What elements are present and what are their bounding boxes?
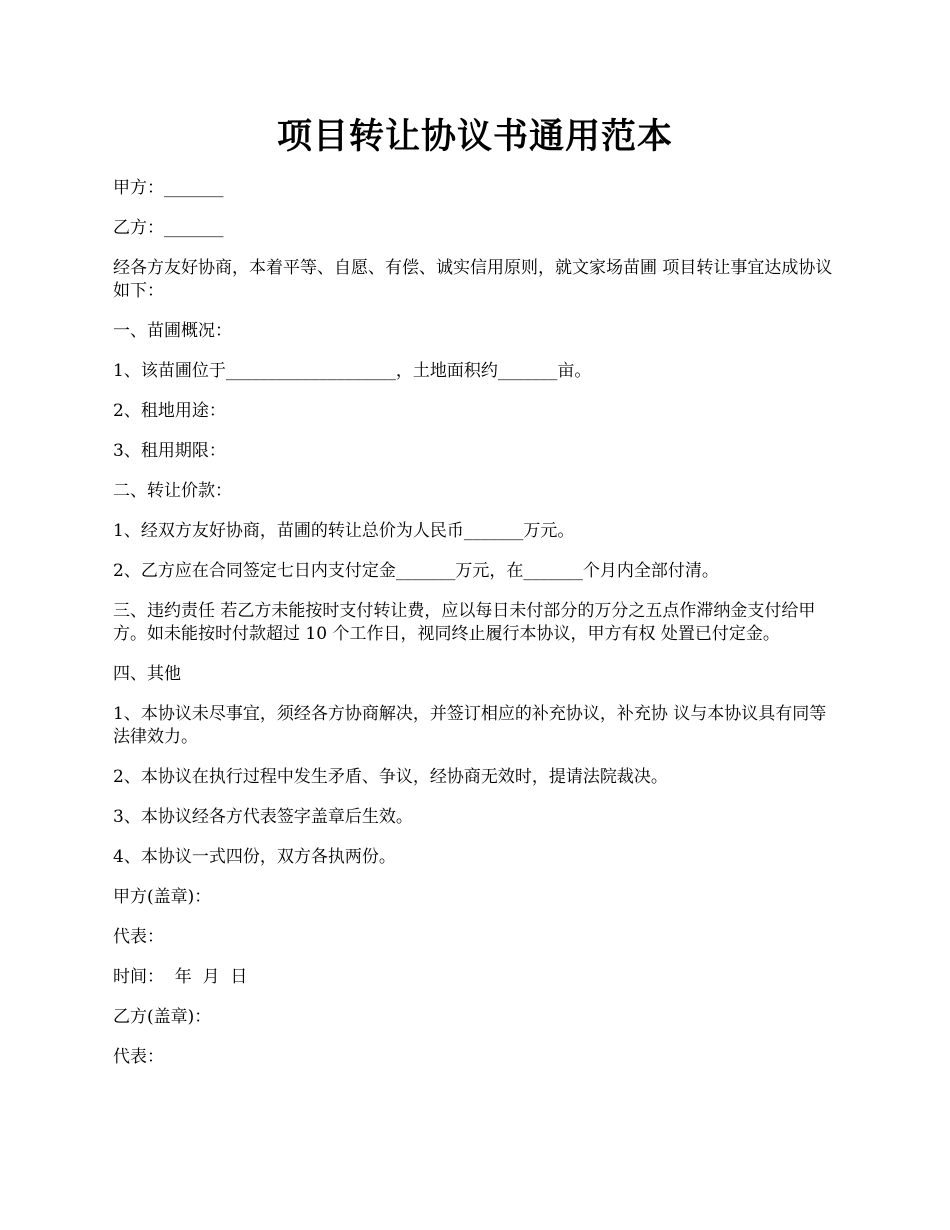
party-a-representative-line: 代表： [113, 927, 164, 947]
clause-4-1: 1、本协议未尽事宜，须经各方协商解决，并签订相应的补充协议，补充协 议与本协议具有同等法律效力。 [113, 704, 827, 747]
party-a-line: 甲方：_______ [113, 178, 224, 198]
party-b-seal-line: 乙方(盖章)： [113, 1007, 212, 1027]
section-3-paragraph: 三、违约责任 若乙方未能按时支付转让费，应以每日未付部分的万分之五点作滞纳金支付给甲方。如未能按时付款超过 10 个工作日，视同终止履行本协议，甲方有权 处置已付定金。 [113, 601, 816, 644]
clause-4-3: 3、本协议经各方代表签字盖章后生效。 [113, 807, 413, 827]
clause-1-3: 3、租用期限： [113, 441, 226, 461]
clause-2-2: 2、乙方应在合同签定七日内支付定金_______万元，在_______个月内全部付清。 [113, 561, 719, 581]
clause-1-1: 1、该苗圃位于____________________，土地面积约_______亩。 [113, 361, 592, 381]
clause-4-4: 4、本协议一式四份，双方各执两份。 [113, 847, 396, 867]
clause-4-2: 2、本协议在执行过程中发生矛盾、争议，经协商无效时，提请法院裁决。 [113, 767, 668, 787]
section-4-heading: 四、其他 [113, 664, 181, 684]
document-title: 项目转让协议书通用范本 [276, 116, 673, 157]
preamble-paragraph: 经各方友好协商，本着平等、自愿、有偿、诚实信用原则，就文家场苗圃 项目转让事宜达成协议如下： [113, 258, 833, 301]
section-2-heading: 二、转让价款： [113, 481, 232, 501]
section-1-heading: 一、苗圃概况： [113, 321, 232, 341]
party-b-representative-line: 代表： [113, 1047, 164, 1067]
party-b-line: 乙方：_______ [113, 218, 224, 238]
clause-2-1: 1、经双方友好协商，苗圃的转让总价为人民币_______万元。 [113, 521, 575, 541]
date-line: 时间： 年 月 日 [113, 967, 248, 987]
document-body [113, 177, 841, 1086]
party-a-seal-line: 甲方(盖章)： [113, 887, 212, 907]
clause-1-2: 2、租地用途： [113, 401, 226, 421]
